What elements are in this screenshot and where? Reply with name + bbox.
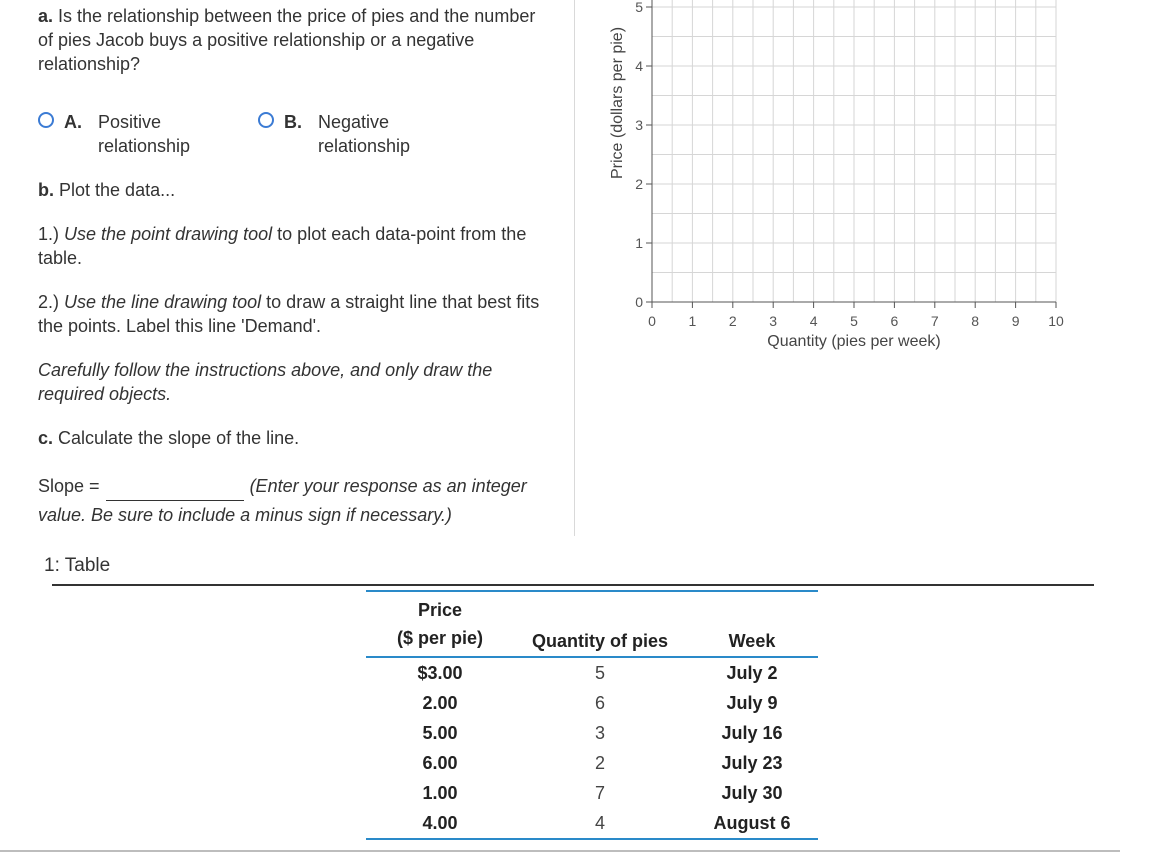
cell-quantity: 7 (594, 782, 605, 803)
radio-b[interactable] (258, 112, 274, 128)
header-price-line1: Price (417, 600, 463, 620)
table-title-rule (52, 584, 1094, 586)
x-tick-label: 2 (728, 313, 737, 329)
cell-price: $3.00 (417, 662, 463, 683)
option-b-text: Negative relationship (318, 112, 411, 156)
x-tick-label: 6 (890, 313, 899, 329)
question-b (38, 178, 175, 202)
question-c (38, 426, 299, 450)
table-row (366, 657, 818, 688)
table-header-row (366, 591, 818, 657)
y-tick-label: 3 (635, 117, 643, 133)
table-row (366, 748, 818, 778)
option-a-text: Positive relationship (98, 112, 191, 156)
x-tick-label: 5 (850, 313, 858, 329)
step1-rest: to plot each data-point from the table. (38, 224, 527, 268)
y-axis-label: Price (dollars per pie) (609, 26, 626, 180)
panel-divider (574, 0, 575, 536)
cell-week: July 9 (726, 692, 778, 713)
footer-rule (0, 850, 1120, 852)
chart-ticks (635, 0, 1064, 329)
cell-quantity: 4 (594, 812, 605, 833)
chart-grid (652, 0, 1056, 302)
y-tick-label: 1 (635, 235, 643, 251)
question-a (38, 4, 538, 76)
header-price (366, 591, 514, 657)
y-tick-label: 0 (635, 294, 643, 310)
question-c-text: Calculate the slope of the line. (58, 428, 300, 448)
slope-hint: (Enter your response as an integer value. Be sure to include a minus sign if necessary.) (38, 476, 527, 525)
x-tick-label: 7 (930, 313, 939, 329)
y-tick-label: 5 (635, 0, 643, 15)
cell-week: July 30 (721, 782, 783, 803)
y-tick-label: 4 (635, 58, 643, 74)
cell-week: August 6 (713, 812, 791, 833)
cell-week: July 23 (721, 752, 783, 773)
header-week: Week (728, 631, 776, 651)
slope-label: Slope = (38, 476, 100, 496)
option-a[interactable] (38, 110, 208, 158)
question-b-label: b. (38, 180, 54, 200)
cell-price: 1.00 (422, 782, 458, 803)
table-row (366, 778, 818, 808)
question-b-text: Plot the data... (59, 180, 176, 200)
option-b-letter: B. (284, 112, 302, 132)
x-tick-label: 10 (1048, 313, 1064, 329)
option-a-letter: A. (64, 112, 82, 132)
step2-italic: Use the line drawing tool (64, 292, 262, 312)
x-tick-label: 1 (688, 313, 697, 329)
x-tick-label: 4 (809, 313, 818, 329)
x-tick-label: 0 (648, 313, 656, 329)
step1-italic: Use the point drawing tool (64, 224, 273, 244)
cell-price: 5.00 (422, 722, 458, 743)
x-tick-label: 3 (769, 313, 778, 329)
slope-input[interactable] (106, 476, 244, 501)
cell-price: 2.00 (422, 692, 458, 713)
graph-area[interactable] (600, 0, 1080, 365)
x-tick-label: 9 (1011, 313, 1020, 329)
header-quantity: Quantity of pies (531, 631, 668, 651)
instruction-step-1 (38, 222, 553, 270)
y-tick-label: 2 (635, 176, 643, 192)
slope-row (38, 472, 563, 530)
price-quantity-chart[interactable] (600, 0, 1080, 360)
step2-number: 2.) (38, 292, 60, 312)
table-title: 1: Table (44, 555, 111, 576)
header-price-line2: ($ per pie) (396, 628, 484, 648)
cell-quantity: 2 (594, 752, 605, 773)
cell-quantity: 5 (594, 662, 605, 683)
table-row (366, 718, 818, 748)
question-a-text: Is the relationship between the price of pies and the number of pies Jacob buys a positive relationship or a negative relationship? (38, 6, 536, 74)
table-row (366, 688, 818, 718)
data-table (366, 590, 818, 840)
x-axis-label: Quantity (pies per week) (767, 333, 941, 350)
x-tick-label: 8 (971, 313, 980, 329)
step1-number: 1.) (38, 224, 60, 244)
table-row (366, 808, 818, 839)
radio-a[interactable] (38, 112, 54, 128)
caution-text: Carefully follow the instructions above, and only draw the required objects. (38, 360, 493, 404)
question-c-label: c. (38, 428, 54, 448)
cell-quantity: 3 (594, 722, 605, 743)
cell-week: July 2 (726, 662, 778, 683)
cell-price: 6.00 (422, 752, 458, 773)
question-a-label: a. (38, 6, 54, 26)
instruction-step-2 (38, 290, 563, 338)
step2-rest: to draw a straight line that best fits the points. Label this line 'Demand'. (38, 292, 540, 336)
cell-week: July 16 (721, 722, 783, 743)
cell-price: 4.00 (422, 812, 458, 833)
option-b[interactable] (258, 110, 428, 158)
cell-quantity: 6 (594, 692, 605, 713)
